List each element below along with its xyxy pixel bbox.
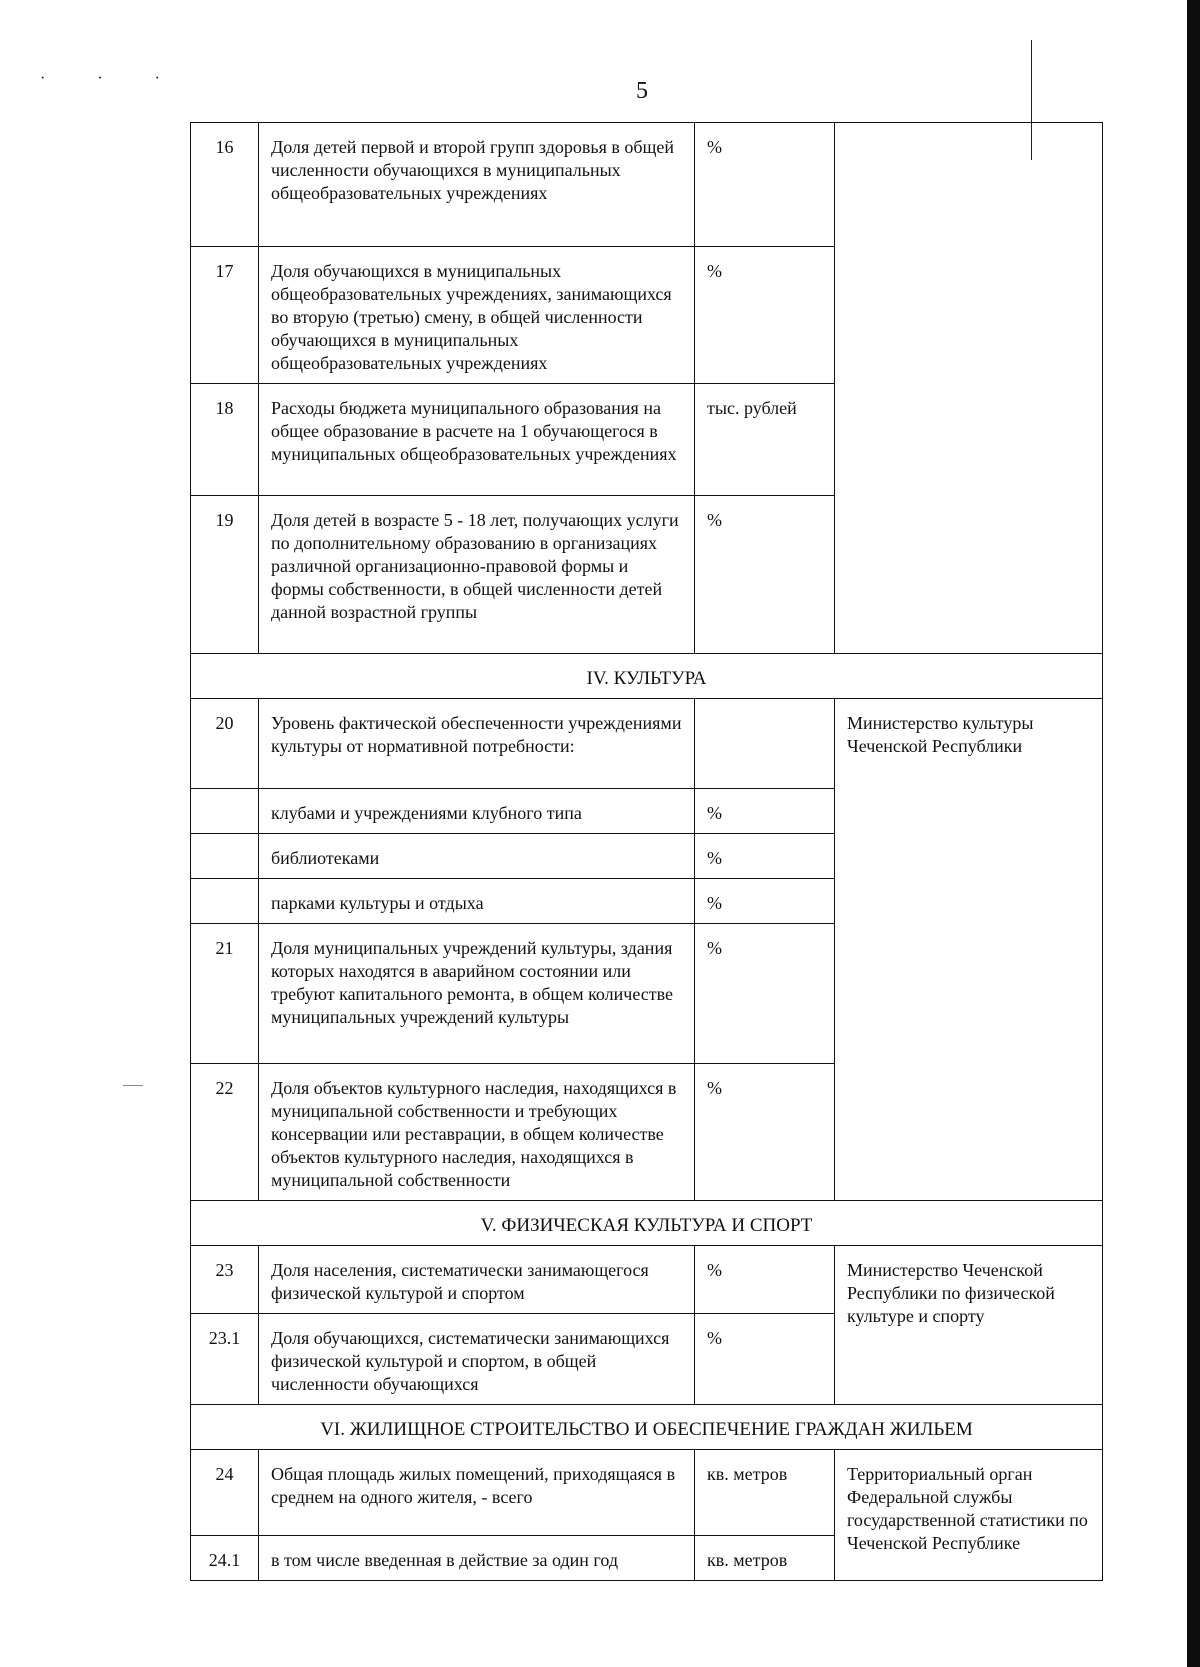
row-unit: тыс. рублей xyxy=(695,384,835,496)
row-organization: Министерство Чеченской Республики по физической культуре и спорту xyxy=(835,1246,1103,1405)
row-indicator: Доля детей первой и второй групп здоровья в общей численности обучающихся в муниципальных общеобразовательных учреждениях xyxy=(259,123,695,247)
row-indicator: Доля населения, систематически занимающегося физической культурой и спортом xyxy=(259,1246,695,1314)
row-number: 21 xyxy=(191,924,259,1064)
row-unit: % xyxy=(695,924,835,1064)
row-indicator: Доля обучающихся в муниципальных общеобразовательных учреждениях, занимающихся во вторую (третью) смену, в общей численности обучающихся в муниципальных общеобразовательных учреждениях xyxy=(259,247,695,384)
row-number: 23.1 xyxy=(191,1314,259,1405)
row-organization xyxy=(835,123,1103,654)
table-row xyxy=(191,123,1103,247)
table-row xyxy=(191,1246,1103,1314)
row-organization: Территориальный орган Федеральной службы государственной статистики по Чеченской Республике xyxy=(835,1450,1103,1581)
indicator-table xyxy=(190,122,1103,1581)
row-indicator: Общая площадь жилых помещений, приходящаяся в среднем на одного жителя, - всего xyxy=(259,1450,695,1536)
section-title-sport: V. ФИЗИЧЕСКАЯ КУЛЬТУРА И СПОРТ xyxy=(191,1201,1103,1246)
row-indicator: парками культуры и отдыха xyxy=(259,879,695,924)
row-number xyxy=(191,879,259,924)
row-unit xyxy=(695,699,835,789)
row-unit: % xyxy=(695,879,835,924)
row-unit: % xyxy=(695,1246,835,1314)
row-number xyxy=(191,789,259,834)
row-unit: % xyxy=(695,496,835,654)
row-unit: % xyxy=(695,834,835,879)
row-unit: % xyxy=(695,247,835,384)
section-row xyxy=(191,654,1103,699)
row-number: 19 xyxy=(191,496,259,654)
row-number: 24.1 xyxy=(191,1536,259,1581)
section-row xyxy=(191,1405,1103,1450)
row-number: 20 xyxy=(191,699,259,789)
row-number xyxy=(191,834,259,879)
row-indicator: Доля муниципальных учреждений культуры, здания которых находятся в аварийном состоянии или требуют капитального ремонта, в общем количестве муниципальных учреждений культуры xyxy=(259,924,695,1064)
table-row xyxy=(191,699,1103,789)
scan-edge-bar xyxy=(1187,0,1200,1667)
page-number: 5 xyxy=(636,78,648,104)
row-number: 22 xyxy=(191,1064,259,1201)
row-number: 17 xyxy=(191,247,259,384)
row-indicator: Доля детей в возрасте 5 - 18 лет, получающих услуги по дополнительному образованию в организациях различной организационно-правовой формы и формы собственности, в общей численности детей данной возрастной группы xyxy=(259,496,695,654)
row-unit: кв. метров xyxy=(695,1450,835,1536)
row-indicator: клубами и учреждениями клубного типа xyxy=(259,789,695,834)
row-indicator: Доля обучающихся, систематически занимающихся физической культурой и спортом, в общей численности обучающихся xyxy=(259,1314,695,1405)
row-unit: % xyxy=(695,1314,835,1405)
row-indicator: в том числе введенная в действие за один год xyxy=(259,1536,695,1581)
row-unit: % xyxy=(695,123,835,247)
row-indicator: Доля объектов культурного наследия, находящихся в муниципальной собственности и требующих консервации или реставрации, в общем количестве объектов культурного наследия, находящихся в муниципальной собственности xyxy=(259,1064,695,1201)
section-title-housing: VI. ЖИЛИЩНОЕ СТРОИТЕЛЬСТВО И ОБЕСПЕЧЕНИЕ ГРАЖДАН ЖИЛЬЕМ xyxy=(191,1405,1103,1450)
scan-margin-mark xyxy=(123,1085,143,1086)
row-indicator: Уровень фактической обеспеченности учреждениями культуры от нормативной потребности: xyxy=(259,699,695,789)
scan-specks: · · · xyxy=(40,70,184,87)
row-number: 23 xyxy=(191,1246,259,1314)
row-number: 18 xyxy=(191,384,259,496)
section-row xyxy=(191,1201,1103,1246)
row-number: 24 xyxy=(191,1450,259,1536)
row-indicator: библиотеками xyxy=(259,834,695,879)
section-title-culture: IV. КУЛЬТУРА xyxy=(191,654,1103,699)
row-indicator: Расходы бюджета муниципального образования на общее образование в расчете на 1 обучающегося в муниципальных общеобразовательных учреждениях xyxy=(259,384,695,496)
table-row xyxy=(191,1450,1103,1536)
row-unit: % xyxy=(695,1064,835,1201)
row-unit: кв. метров xyxy=(695,1536,835,1581)
row-organization: Министерство культуры Чеченской Республики xyxy=(835,699,1103,1201)
row-number: 16 xyxy=(191,123,259,247)
row-unit: % xyxy=(695,789,835,834)
